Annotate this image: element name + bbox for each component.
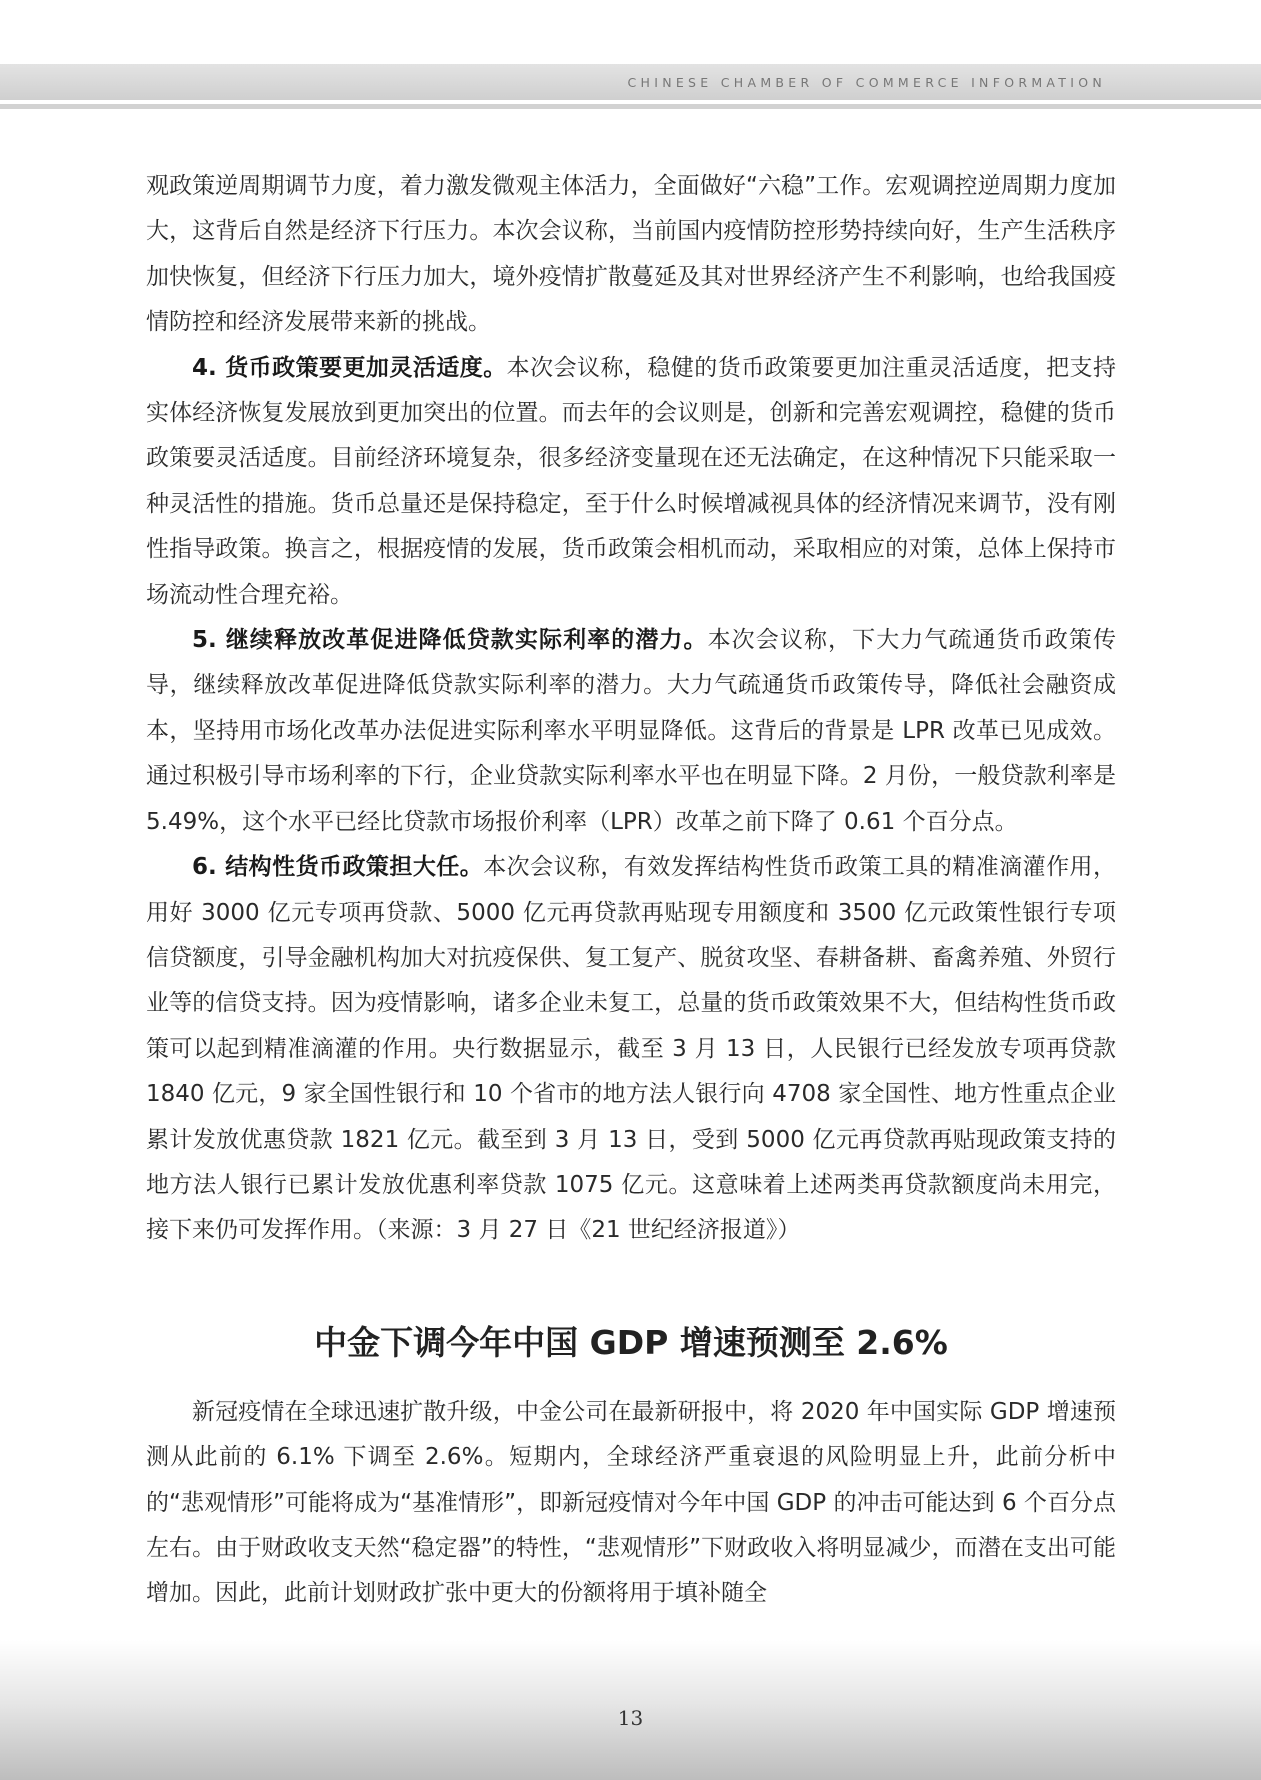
page-content xyxy=(146,164,1116,1617)
point-6-text: 本次会议称，有效发挥结构性货币政策工具的精准滴灌作用，用好 3000 亿元专项再贷款、5000 亿元再贷款再贴现专用额度和 3500 亿元政策性银行专项信贷额度，引导金融机构加大对抗疫保供、复工复产、脱贫攻坚、春耕备耕、畜禽养殖、外贸行业等的信贷支持。因为疫情影响，诸多企业未复工，总量的货币政策效果不大，但结构性货币政策可以起到精准滴灌的作用。央行数据显示，截至 3 月 13 日，人民银行已经发放专项再贷款 1840 亿元，9 家全国性银行和 10 个省市的地方法人银行向 4708 家全国性、地方性重点企业累计发放优惠贷款 1821 亿元。截至到 3 月 13 日，受到 5000 亿元再贷款再贴现政策支持的地方法人银行已累计发放优惠利率贷款 1075 亿元。这意味着上述两类再贷款额度尚未用完，接下来仍可发挥作用。（来源：3 月 27 日《21 世纪经济报道》） xyxy=(146,854,1117,1244)
article1-intro-paragraph: 观政策逆周期调节力度，着力激发微观主体活力，全面做好“六稳”工作。宏观调控逆周期力度加大，这背后自然是经济下行压力。本次会议称，当前国内疫情防控形势持续向好，生产生活秩序加快恢复，但经济下行压力加大，境外疫情扩散蔓延及其对世界经济产生不利影响，也给我国疫情防控和经济发展带来新的挑战。 xyxy=(146,173,1116,336)
point-6-paragraph xyxy=(146,845,1116,1254)
point-4-heading: 4. 货币政策要更加灵活适度。 xyxy=(192,354,507,381)
header-divider xyxy=(0,104,1261,109)
point-5-text: 本次会议称，下大力气疏通货币政策传导，继续释放改革促进降低贷款实际利率的潜力。大力气疏通货币政策传导，降低社会融资成本，坚持用市场化改革办法促进实际利率水平明显降低。这背后的背景是 LPR 改革已见成效。通过积极引导市场利率的下行，企业贷款实际利率水平也在明显下降。2 月份，一般贷款利率是 5.49%，这个水平已经比贷款市场报价利率（LPR）改革之前下降了 0.61 个百分点。 xyxy=(146,627,1116,835)
point-6-heading: 6. 结构性货币政策担大任。 xyxy=(192,854,484,881)
point-4-text: 本次会议称，稳健的货币政策要更加注重灵活适度，把支持实体经济恢复发展放到更加突出的位置。而去年的会议则是，创新和完善宏观调控，稳健的货币政策要灵活适度。目前经济环境复杂，很多经济变量现在还无法确定，在这种情况下只能采取一种灵活性的措施。货币总量还是保持稳定，至于什么时候增减视具体的经济情况来调节，没有刚性指导政策。换言之，根据疫情的发展，货币政策会相机而动，采取相应的对策，总体上保持市场流动性合理充裕。 xyxy=(146,354,1117,608)
article2-body-paragraph: 新冠疫情在全球迅速扩散升级，中金公司在最新研报中，将 2020 年中国实际 GDP 增速预测从此前的 6.1% 下调至 2.6%。短期内，全球经济严重衰退的风险明显上升，此前分析中的“悲观情形”可能将成为“基准情形”，即新冠疫情对今年中国 GDP 的冲击可能达到 6 个百分点左右。由于财政收支天然“稳定器”的特性，“悲观情形”下财政收入将明显减少，而潜在支出可能增加。因此，此前计划财政扩张中更大的份额将用于填补随全 xyxy=(146,1398,1116,1607)
point-5-paragraph xyxy=(146,618,1116,845)
page-number: 13 xyxy=(617,1706,644,1730)
point-5-heading: 5. 继续释放改革促进降低贷款实际利率的潜力。 xyxy=(192,627,708,654)
article2-title: 中金下调今年中国 GDP 增速预测至 2.6% xyxy=(314,1322,948,1362)
publication-name: CHINESE CHAMBER OF COMMERCE INFORMATION xyxy=(627,75,1106,90)
point-4-paragraph xyxy=(146,346,1116,618)
